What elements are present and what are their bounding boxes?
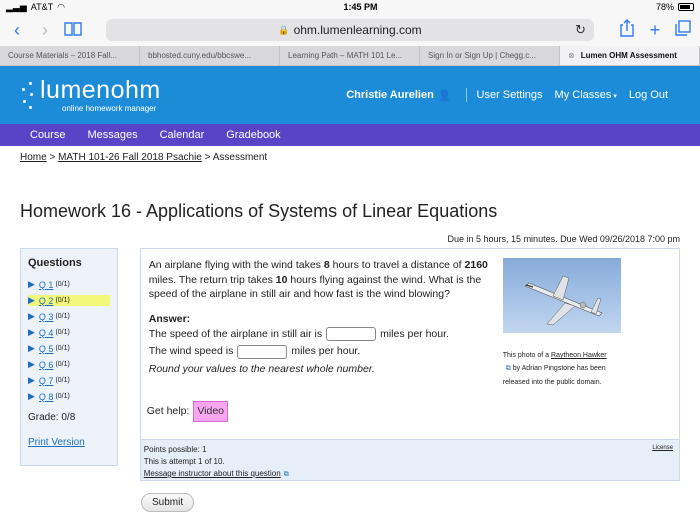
video-help-button[interactable]: Video [193,401,228,422]
browser-tab[interactable] [420,46,560,65]
user-name: Christie Aurelien [346,89,434,101]
forward-icon[interactable]: › [42,19,48,40]
wind-speed-row [149,344,499,359]
external-link-icon: ⧉ [283,471,289,478]
breadcrumb-current: Assessment [212,152,268,163]
menu-calendar[interactable]: Calendar [159,129,205,141]
distance-value: 2160 [464,259,488,271]
attempt-info: This is attempt 1 of 10. [143,457,225,466]
problem-text-part: hours to travel a distance of [329,259,465,271]
tab-label: Course Materials – 2018 Fall... [8,51,117,60]
clock: 1:45 PM [343,2,378,12]
points-possible: Points possible: 1 [143,445,207,454]
print-version-link[interactable]: Print Version [28,437,85,448]
ios-status-bar [0,0,700,14]
question-score: (0/1) [55,345,70,352]
question-score: (0/1) [55,361,70,368]
browser-tab-active[interactable] [560,46,700,65]
divider [466,88,467,102]
my-classes-link[interactable] [555,89,617,101]
question-list-item[interactable] [28,327,110,338]
question-link[interactable]: Q 8 [38,391,54,402]
tab-label: Lumen OHM Assessment [580,51,677,60]
new-tab-icon[interactable]: + [649,19,661,40]
question-list-item[interactable] [28,375,110,386]
reload-icon[interactable]: ↻ [575,22,586,37]
answer-heading: Answer: [148,313,191,326]
battery-icon [678,3,694,11]
question-footer [141,439,679,480]
question-body [141,249,679,439]
address-bar[interactable] [106,19,594,41]
question-list-item[interactable] [28,359,110,370]
bookmarks-icon[interactable] [64,20,82,41]
external-link-icon: ⧉ [505,365,511,373]
problem-text-part: miles. The return trip takes [148,273,276,286]
menu-course[interactable]: Course [30,129,66,141]
wind-speed-prefix: The wind speed is [148,345,234,358]
rounding-note: Round your values to the nearest whole number. [148,363,375,376]
question-area [140,248,680,481]
airplane-speed-prefix: The speed of the airplane in still air is [148,327,323,340]
submit-button[interactable]: Submit [141,493,194,512]
user-icon: 👤 [437,89,452,102]
credit-text: by Adrian Pingstone has been released into the public domain. [502,365,606,386]
url-text: ohm.lumenlearning.com [293,23,422,37]
question-list-item[interactable] [28,391,110,402]
logo-tagline: online homework manager [62,103,157,113]
hours-against-wind: 10 [275,273,288,286]
lumen-logo[interactable] [20,75,161,113]
play-triangle-icon: ▶ [28,295,35,305]
question-list-item[interactable] [28,279,110,290]
question-score: (0/1) [55,377,70,384]
wind-speed-suffix: miles per hour. [291,345,361,358]
menu-messages[interactable]: Messages [87,129,138,141]
question-link[interactable]: Q 7 [38,375,54,386]
questions-panel [20,248,118,466]
problem-text-part: hours flying against the wind. What is the speed of the airplane in still air and how fast is the wind blowing? [148,273,482,301]
questions-heading: Questions [28,257,82,269]
photo-credit [503,349,621,389]
share-icon[interactable] [618,19,636,42]
browser-toolbar [0,14,700,46]
breadcrumb [0,146,700,169]
site-header [0,66,700,124]
tab-label: Sign In or Sign Up | Chegg.c... [428,51,536,60]
play-triangle-icon: ▶ [28,279,35,289]
course-menu [0,124,700,146]
user-settings-link[interactable]: User Settings [476,89,543,101]
question-score: (0/1) [55,329,70,336]
grade-label: Grade: 0/8 [28,412,76,423]
play-triangle-icon: ▶ [28,327,35,337]
logo-dots-icon [20,80,34,110]
credit-text: This photo of a [502,352,551,359]
breadcrumb-sep: > [46,152,59,163]
tabs-overview-icon[interactable] [674,20,692,41]
question-link[interactable]: Q 2 [38,295,54,306]
raytheon-hawker-link[interactable]: Raytheon Hawker [551,352,607,359]
tab-label: bbhosted.cuny.edu/bbcswe... [148,51,252,60]
carrier-label: AT&T [30,2,54,12]
browser-tab[interactable] [0,46,140,65]
problem-text-part: An airplane flying with the wind takes [148,259,324,271]
assessment-content [0,248,700,481]
license-link[interactable]: License [652,445,673,451]
problem-text [149,258,499,377]
my-classes-label: My Classes [554,89,612,101]
tab-label: Learning Path – MATH 101 Le... [288,51,403,60]
lock-icon: 🔒 [278,24,290,35]
browser-tabs [0,46,700,66]
user-nav [346,88,680,102]
airplane-speed-input[interactable] [326,327,376,341]
airplane-speed-suffix: miles per hour. [380,327,449,340]
question-list-item-current[interactable] [28,295,110,306]
close-tab-icon[interactable]: ⊗ [568,51,575,60]
page-title: Homework 16 - Applications of Systems of Linear Equations [20,201,498,221]
question-link[interactable]: Q 5 [38,343,54,354]
question-score: (0/1) [55,393,70,400]
question-link[interactable]: Q 1 [38,279,54,290]
play-triangle-icon: ▶ [28,375,35,385]
breadcrumb-course[interactable]: MATH 101-26 Fall 2018 Psachie [58,152,202,163]
play-triangle-icon: ▶ [28,359,35,369]
get-help-label: Get help: [146,405,190,417]
wifi-icon: ◠ [57,1,65,12]
back-icon[interactable]: ‹ [14,19,20,40]
breadcrumb-home[interactable]: Home [20,152,47,163]
question-link[interactable]: Q 3 [38,311,54,322]
airplane-photo [503,258,621,333]
caret-down-icon: ▾ [611,93,617,100]
wind-speed-input[interactable] [237,345,287,359]
menu-gradebook[interactable]: Gradebook [226,129,281,141]
due-date: Due in 5 hours, 15 minutes. Due Wed 09/26/2018 7:00 pm [447,234,680,244]
airplane-speed-row [149,327,499,342]
logo-wordmark: lumenohm [40,75,161,104]
hours-with-wind: 8 [323,259,330,271]
question-score: (0/1) [55,297,70,304]
question-link[interactable]: Q 6 [38,359,54,370]
play-triangle-icon: ▶ [28,343,35,353]
message-instructor-link[interactable]: Message instructor about this question [143,469,281,478]
browser-tab[interactable] [280,46,420,65]
question-score: (0/1) [55,313,70,320]
play-triangle-icon: ▶ [28,391,35,401]
get-help [147,401,228,422]
battery-percent: 78% [655,2,674,12]
question-list-item[interactable] [28,311,110,322]
question-link[interactable]: Q 4 [38,327,54,338]
breadcrumb-sep: > [201,152,213,163]
question-list-item[interactable] [28,343,110,354]
question-score: (0/1) [55,281,70,288]
signal-icon: ▂▃▅ [6,1,27,12]
log-out-link[interactable]: Log Out [628,89,668,101]
play-triangle-icon: ▶ [28,311,35,321]
browser-tab[interactable] [140,46,280,65]
